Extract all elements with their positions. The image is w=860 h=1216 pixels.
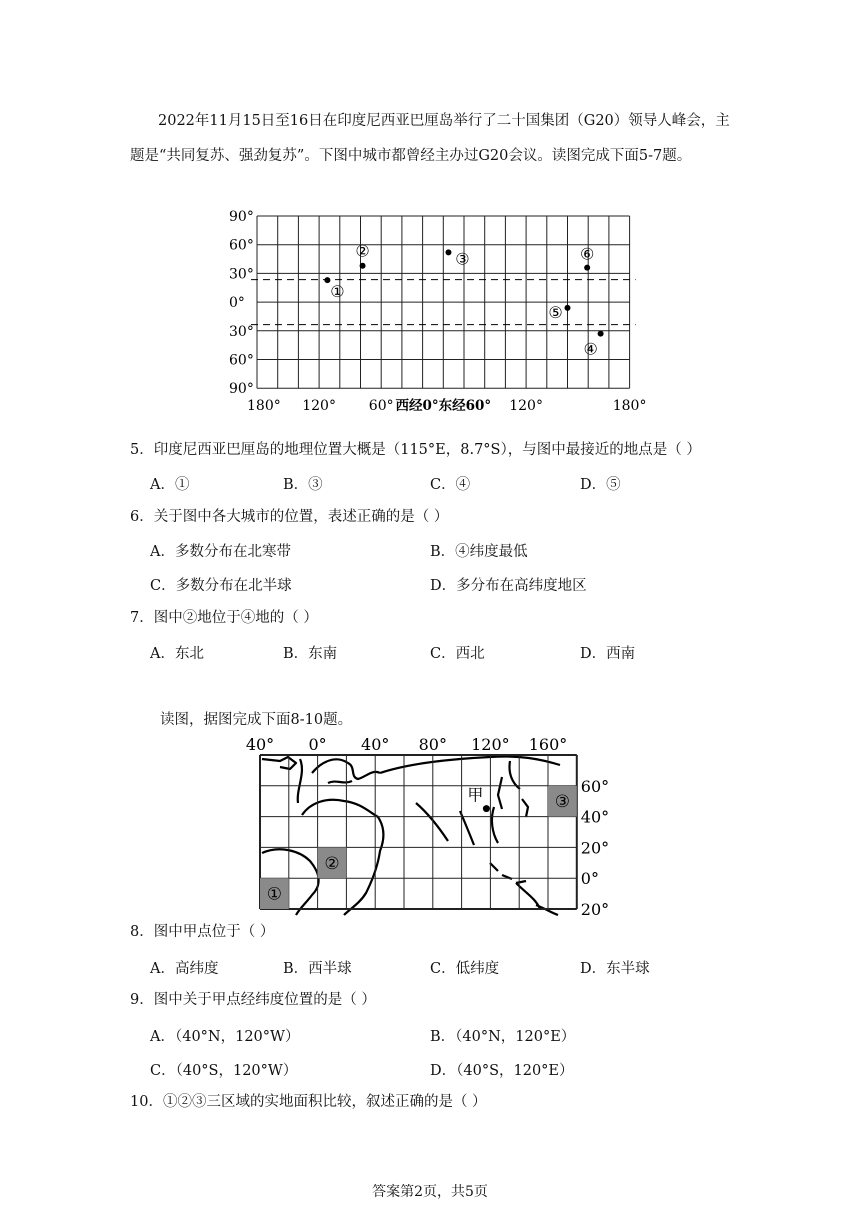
- longitude-label: 40°: [245, 735, 275, 754]
- q7-option-c[interactable]: C．西北: [430, 646, 485, 662]
- latitude-label: 40°: [580, 807, 610, 827]
- q5-option-d[interactable]: D．⑤: [580, 477, 621, 493]
- q5-option-b[interactable]: B．③: [283, 477, 323, 493]
- city-point: [360, 263, 366, 269]
- question-5-stem: 5．印度尼西亚巴厘岛的地理位置大概是（115°E，8.7°S），与图中最接近的地点是（ ）: [130, 442, 701, 458]
- latitude-label: 90°: [229, 209, 254, 225]
- question-9-stem: 9．图中关于甲点经纬度位置的是（ ）: [130, 992, 376, 1008]
- q6-option-c[interactable]: C．多数分布在北半球: [150, 578, 292, 594]
- city-point-label: ③: [455, 249, 470, 269]
- q7-option-a[interactable]: A．东北: [150, 646, 204, 662]
- q9-option-b[interactable]: B．（40°N，120°E）: [430, 1029, 576, 1045]
- city-point-label: ①: [330, 282, 345, 302]
- latitude-label: 0°: [580, 869, 599, 889]
- point-jia: [483, 805, 490, 812]
- point-jia-label: 甲: [467, 785, 484, 805]
- longitude-label: 120°: [471, 735, 510, 754]
- city-point: [445, 249, 451, 255]
- latitude-label: 60°: [229, 237, 254, 254]
- city-point-label: ②: [355, 241, 370, 261]
- latitude-label: 20°: [580, 838, 610, 858]
- q8-option-b[interactable]: B．西半球: [283, 961, 352, 977]
- q9-option-c[interactable]: C．（40°S，120°W）: [150, 1063, 298, 1079]
- city-point: [584, 265, 590, 271]
- region-label: ①: [266, 884, 283, 905]
- q6-option-a[interactable]: A．多数分布在北寒带: [150, 544, 291, 560]
- latitude-label: 60°: [229, 352, 254, 369]
- latitude-label: 60°: [580, 776, 610, 796]
- latitude-label: 30°: [229, 323, 254, 340]
- city-point-label: ⑥: [579, 244, 595, 264]
- q8-option-d[interactable]: D．东半球: [580, 961, 650, 977]
- q6-option-d[interactable]: D．多分布在高纬度地区: [430, 578, 587, 594]
- latitude-label: 30°: [229, 266, 254, 283]
- q5-option-c[interactable]: C．④: [430, 477, 471, 493]
- region-label: ②: [324, 853, 340, 874]
- intro-paragraph-1: 2022年11月15日至16日在印度尼西亚巴厘岛举行了二十国集团（G20）领导人峰会，主题是“共同复苏、强劲复苏”。下图中城市都曾经主办过G20会议。读图完成下面5-7题。: [130, 113, 730, 164]
- longitude-label: 180°: [612, 398, 647, 415]
- longitude-label: 160°: [528, 735, 568, 754]
- q5-option-a[interactable]: A．①: [150, 477, 190, 493]
- question-10-stem: 10．①②③三区域的实地面积比较，叙述正确的是（ ）: [130, 1094, 487, 1110]
- g20-city-grid-map: [225, 209, 647, 425]
- city-point-label: ④: [583, 339, 598, 359]
- longitude-label: 60°: [368, 398, 394, 415]
- longitude-label: 180°: [247, 398, 281, 415]
- intro-paragraph-2: 读图，据图完成下面8-10题。: [160, 712, 353, 728]
- question-8-stem: 8．图中甲点位于（ ）: [130, 924, 275, 940]
- latitude-label: 0°: [229, 295, 245, 312]
- longitude-label: 120°: [509, 398, 543, 415]
- city-point: [598, 331, 604, 337]
- world-map-grid: [240, 733, 645, 918]
- latitude-label: 90°: [229, 381, 254, 398]
- city-point: [565, 305, 571, 311]
- latitude-label: 20°: [580, 900, 610, 919]
- longitude-label: 40°: [361, 735, 390, 754]
- q8-option-c[interactable]: C．低纬度: [430, 961, 500, 977]
- q8-option-a[interactable]: A．高纬度: [150, 961, 219, 977]
- q9-option-a[interactable]: A．（40°N，120°W）: [150, 1029, 300, 1045]
- longitude-label: 0°: [308, 735, 327, 754]
- q7-option-b[interactable]: B．东南: [283, 646, 338, 662]
- city-point-label: ⑤: [548, 302, 563, 322]
- page-footer: 答案第2页，共5页: [372, 1184, 488, 1200]
- question-7-stem: 7．图中②地位于④地的（ ）: [130, 610, 318, 626]
- q9-option-d[interactable]: D．（40°S，120°E）: [430, 1063, 574, 1079]
- longitude-label: 80°: [418, 735, 447, 754]
- longitude-label: 120°: [302, 398, 336, 415]
- question-6-stem: 6．关于图中各大城市的位置，表述正确的是（ ）: [130, 509, 449, 525]
- q7-option-d[interactable]: D．西南: [580, 646, 636, 662]
- q6-option-b[interactable]: B．④纬度最低: [430, 544, 528, 560]
- region-label: ③: [554, 792, 571, 813]
- longitude-label: 西经0°东经60°: [395, 398, 492, 415]
